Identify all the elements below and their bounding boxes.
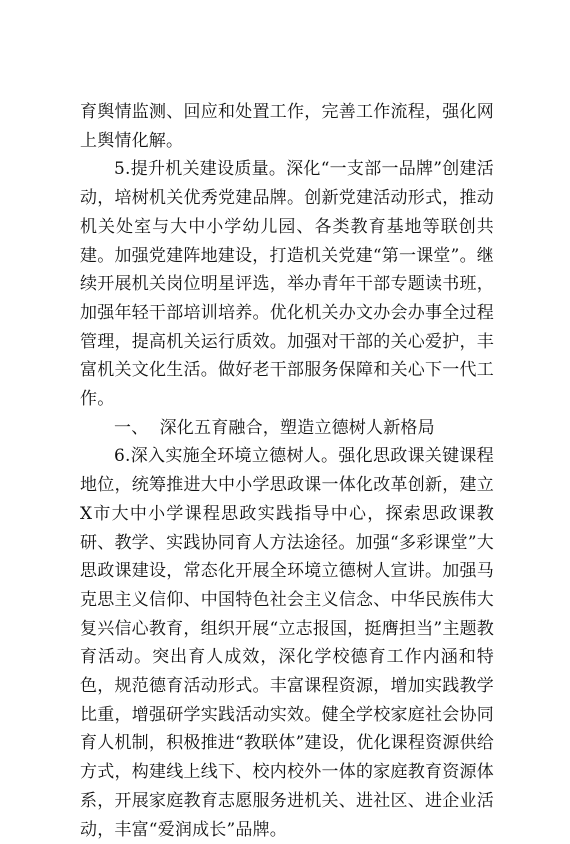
paragraph-organ-construction: 5.提升机关建设质量。深化“一支部一品牌”创建活动，培树机关优秀党建品牌。创新党建活动形式，推动机关处室与大中小学幼儿园、各类教育基地等联创共建。加强党建阵地建设，打造机关党建“第一课堂”。继续开展机关岗位明星评选，举办青年干部专题读书班，加强年轻干部培训培养。优化机关办文办会办事全过程管理，提高机关运行质效。加强对干部的关心爱护，丰富机关文化生活。做好老干部服务保障和关心下一代工作。: [80, 159, 494, 410]
section-heading: 一、 深化五育融合，塑造立德树人新格局: [114, 417, 435, 438]
paragraph-public-opinion: 育舆情监测、回应和处置工作，完善工作流程，强化网上舆情化解。: [80, 102, 494, 151]
paragraph-moral-education: 6.深入实施全环境立德树人。强化思政课关键课程地位，统筹推进大中小学思政课一体化改革创新，建立X市大中小学课程思政实践指导中心，探索思政课教研、教学、实践协同育人方法途径。加强“多彩课堂”大思政课建设，常态化开展全环境立德树人宣讲。加强马克思主义信仰、中国特色社会主义信念、中华民族伟大复兴信心教育，组织开展“立志报国，挺膺担当”主题教育活动。突出育人成效，深化学校德育工作内涵和特色，规范德育活动形式。丰富课程资源，增加实践教学比重，增强研学实践活动实效。健全学校家庭社会协同育人机制，积极推进“教联体”建设，优化课程资源供给方式，构建线上线下、校内校外一体的家庭教育资源体系，开展家庭教育志愿服务进机关、进社区、进企业活动，丰富“爱润成长”品牌。: [80, 446, 494, 840]
document-body: [80, 98, 494, 844]
